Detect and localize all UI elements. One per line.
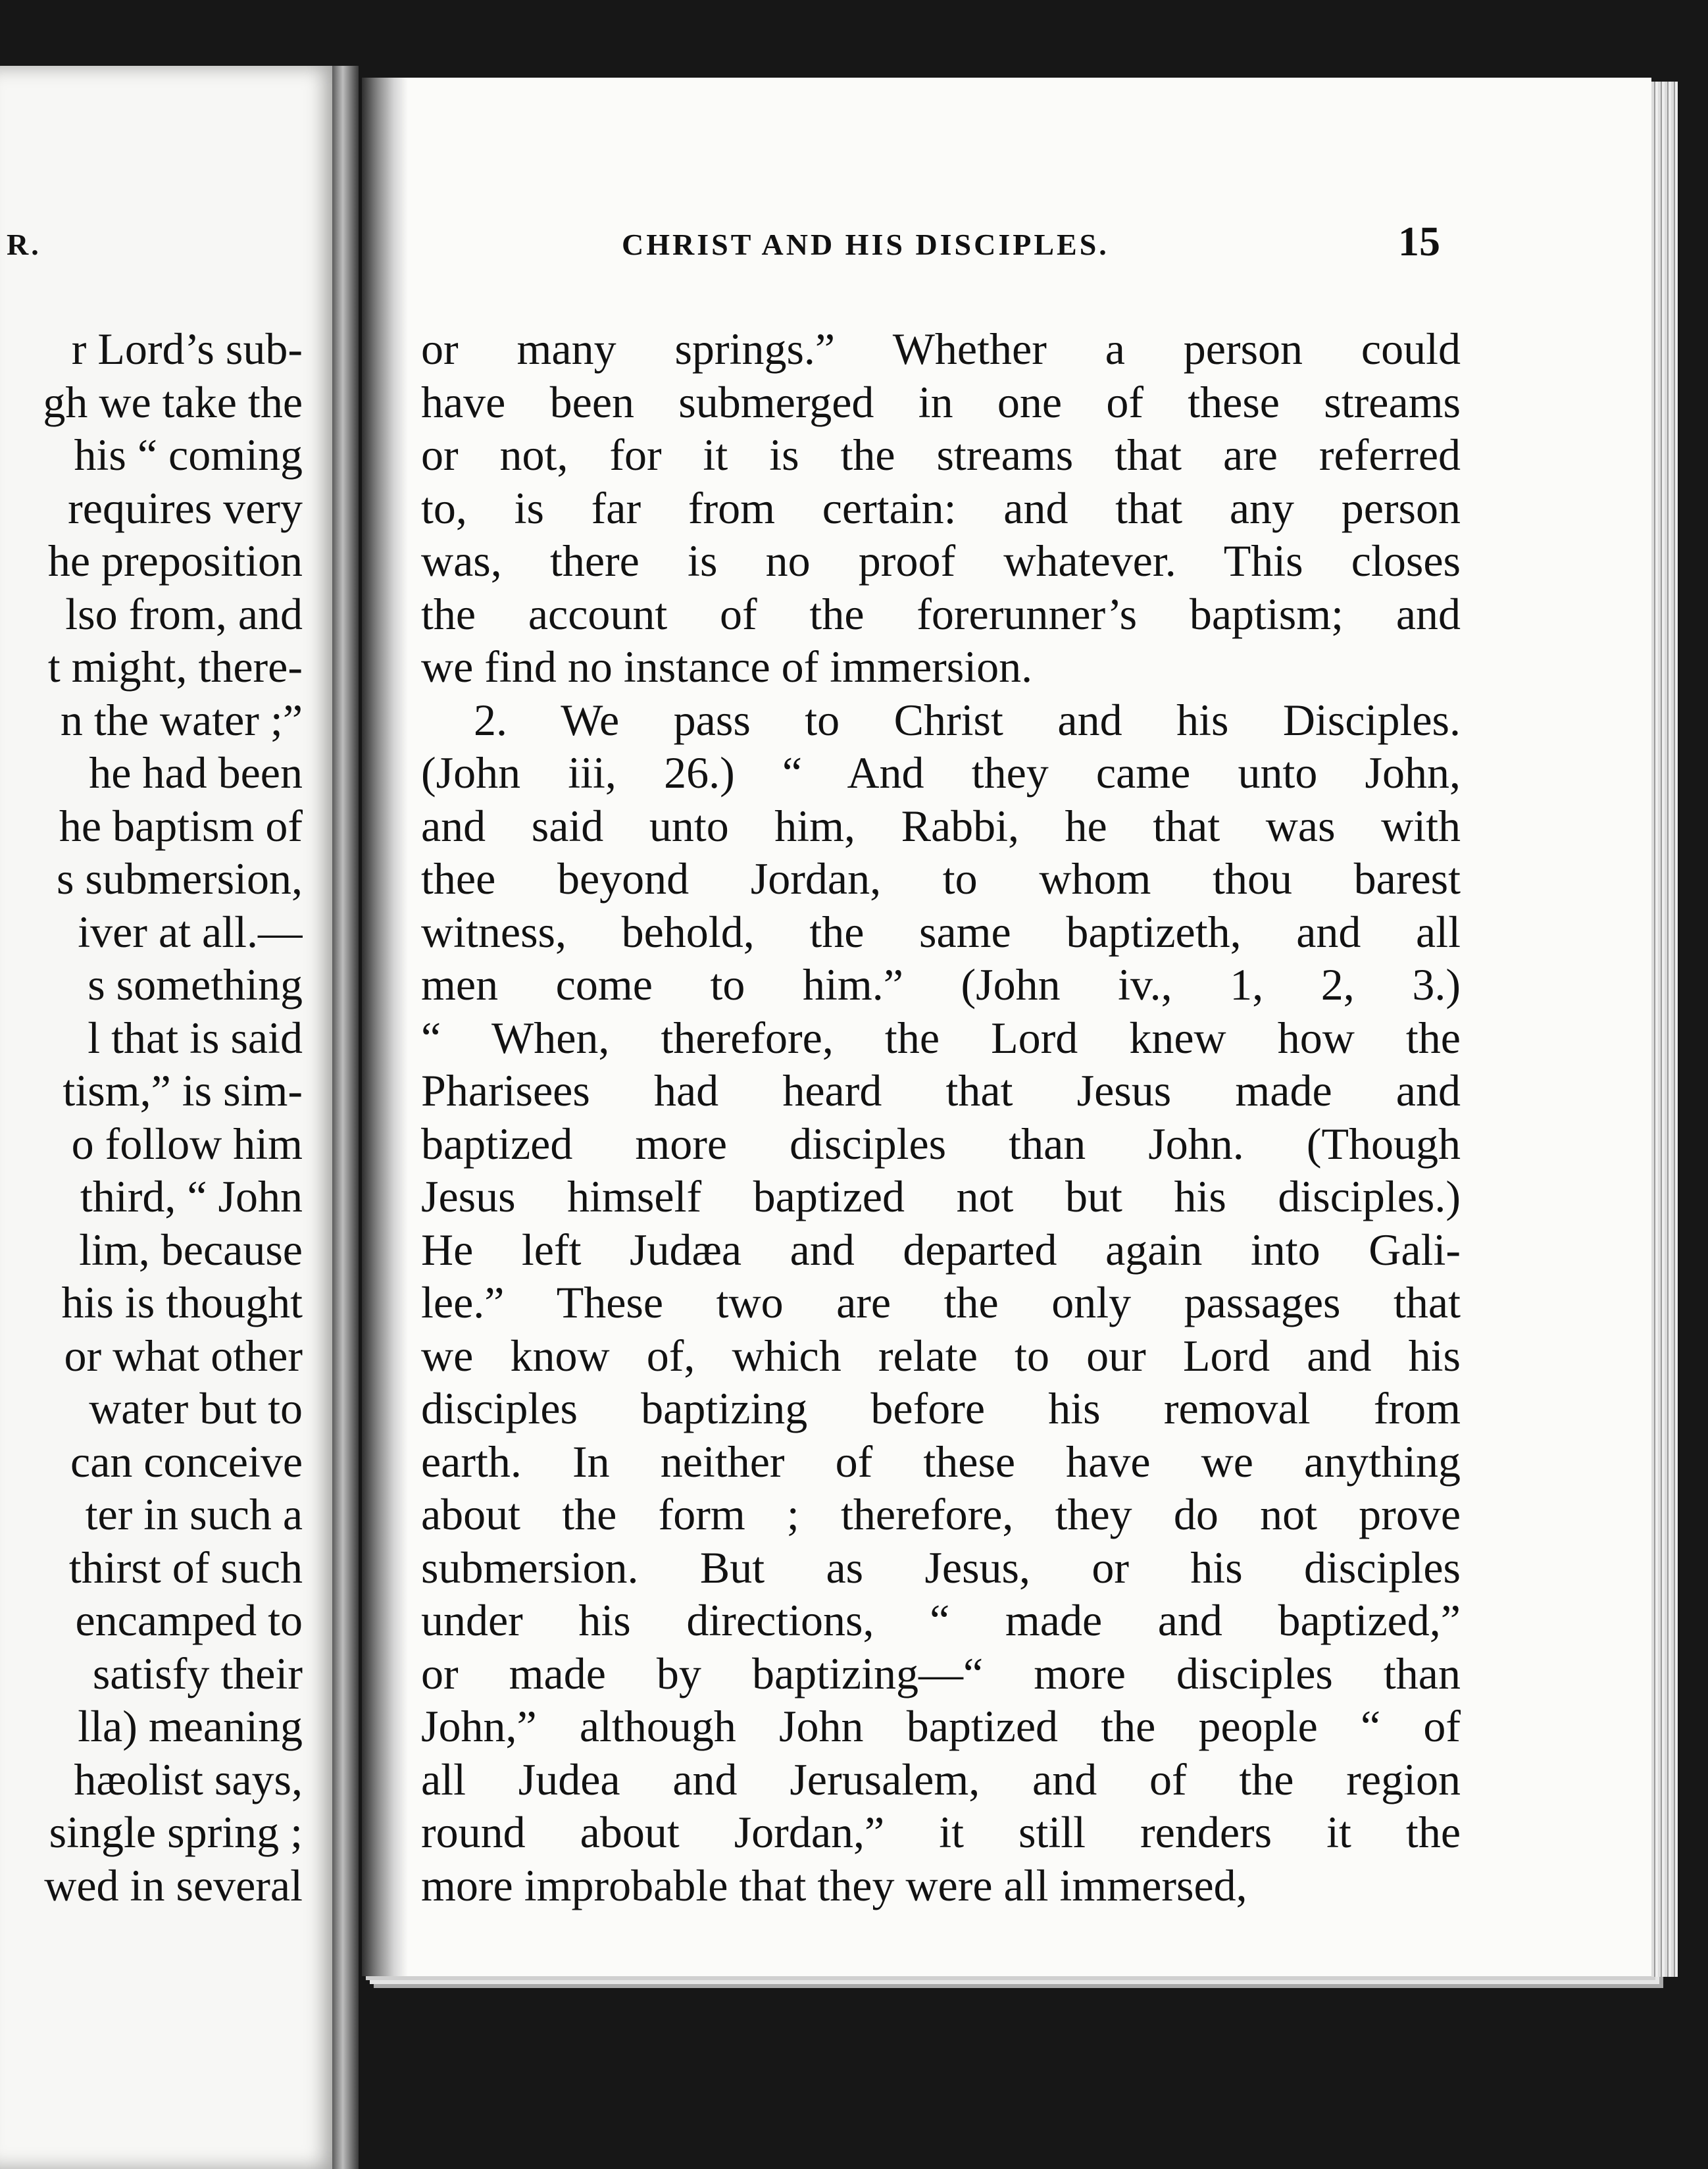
text-line: earth. In neither of these have we anything (421, 1436, 1461, 1487)
text-line: lim, because (79, 1224, 303, 1275)
text-line: he baptism of (59, 800, 303, 851)
text-line: l that is said (88, 1012, 303, 1063)
page-number: 15 (1398, 218, 1440, 265)
text-line: was, there is no proof whatever. This closes (421, 536, 1461, 586)
text-line: submersion. But as Jesus, or his disciples (421, 1542, 1461, 1593)
text-line: or many springs.” Whether a person could (421, 324, 1461, 374)
text-line: Jesus himself baptized not but his disciples.) (421, 1171, 1461, 1221)
text-line: hæolist says, (74, 1754, 303, 1804)
text-line: lso from, and (65, 588, 303, 639)
left-running-head: R. (7, 228, 41, 261)
page-edges (1651, 82, 1678, 1977)
text-line: third, “ John (80, 1171, 303, 1221)
text-line: s submersion, (57, 854, 303, 904)
text-line: the account of the forerunner’s baptism; and (421, 588, 1461, 639)
text-line: John,” although John baptized the people “ of (421, 1701, 1461, 1751)
text-line: t might, there- (47, 642, 303, 692)
text-line: all Judea and Jerusalem, and of the region (421, 1754, 1461, 1804)
text-line: wed in several (44, 1860, 303, 1910)
text-line: gh we take the (43, 376, 303, 427)
text-line: thirst of such (68, 1542, 303, 1593)
text-line: or what other (64, 1330, 303, 1381)
text-line: tism,” is sim- (63, 1065, 303, 1115)
text-line: can conceive (70, 1436, 303, 1487)
text-line: water but to (89, 1383, 303, 1433)
text-line: his is thought (61, 1277, 303, 1327)
text-line: r Lord’s sub- (71, 324, 303, 374)
text-line: his “ coming (74, 430, 303, 480)
text-line: encamped to (75, 1595, 303, 1645)
text-line: s something (88, 959, 303, 1009)
text-line: we find no instance of immersion. (421, 642, 1033, 692)
text-line: to, is far from certain: and that any person (421, 482, 1461, 533)
text-line: more improbable that they were all immersed, (421, 1860, 1247, 1910)
text-line: about the form ; therefore, they do not prove (421, 1489, 1461, 1539)
text-line: he had been (89, 748, 303, 798)
text-line: men come to him.” (John iv., 1, 2, 3.) (421, 959, 1461, 1009)
text-line: round about Jordan,” it still renders it the (421, 1807, 1461, 1857)
text-line: (John iii, 26.) “ And they came unto John, (421, 748, 1461, 798)
text-line: satisfy their (92, 1648, 303, 1698)
text-line: Pharisees had heard that Jesus made and (421, 1065, 1461, 1115)
right-page-gutter-shadow (362, 78, 408, 1976)
text-line: ter in such a (85, 1489, 303, 1539)
text-line: lee.” These two are the only passages that (421, 1277, 1461, 1327)
text-line: baptized more disciples than John. (Though (421, 1118, 1461, 1169)
text-line: He left Judæa and departed again into Gali- (421, 1224, 1461, 1275)
text-line: requires very (68, 482, 303, 533)
text-line: thee beyond Jordan, to whom thou barest (421, 854, 1461, 904)
text-line: or made by baptizing—“ more disciples than (421, 1648, 1461, 1698)
text-line: 2. We pass to Christ and his Disciples. (474, 694, 1461, 745)
text-line: iver at all.— (78, 906, 303, 957)
text-line: he preposition (47, 536, 303, 586)
text-line: o follow him (71, 1118, 303, 1169)
text-line: lla) meaning (78, 1701, 303, 1751)
text-line: “ When, therefore, the Lord knew how the (421, 1012, 1461, 1063)
left-page-gutter-shadow (332, 66, 359, 2169)
text-line: witness, behold, the same baptizeth, and all (421, 906, 1461, 957)
text-line: n the water ;” (60, 694, 303, 745)
text-line: disciples baptizing before his removal from (421, 1383, 1461, 1433)
text-line: or not, for it is the streams that are referred (421, 430, 1461, 480)
text-line: under his directions, “ made and baptized,” (421, 1595, 1461, 1645)
text-line: single spring ; (49, 1807, 303, 1857)
running-head: CHRIST AND HIS DISCIPLES. (622, 228, 1109, 261)
text-line: we know of, which relate to our Lord and his (421, 1330, 1461, 1381)
text-line: and said unto him, Rabbi, he that was with (421, 800, 1461, 851)
text-line: have been submerged in one of these streams (421, 376, 1461, 427)
